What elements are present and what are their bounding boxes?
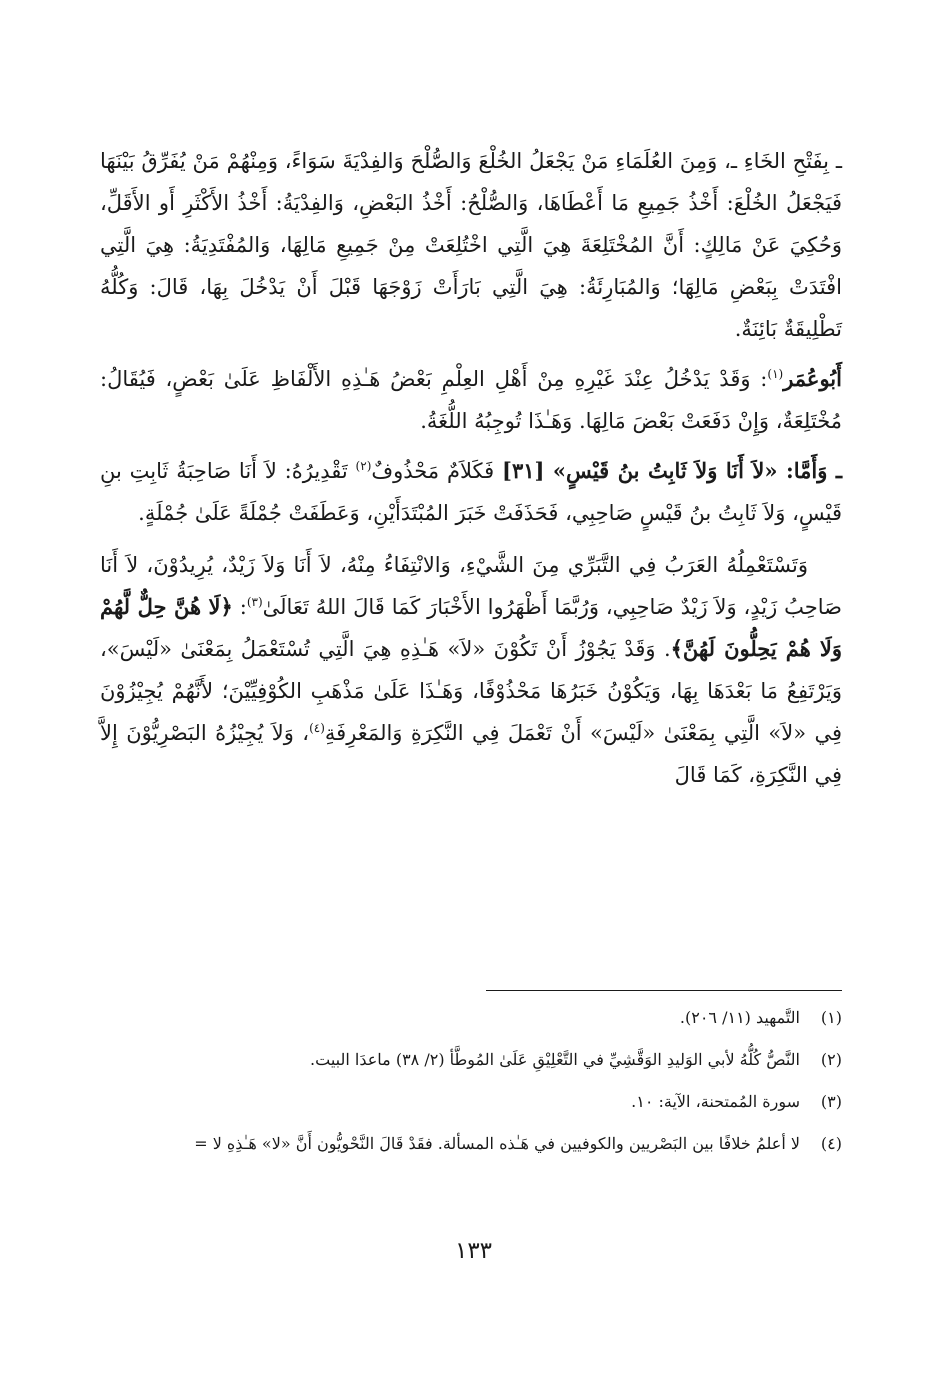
paragraph-4 — [100, 544, 842, 796]
paragraph-1-text: ـ بِفَتْحِ الخَاءِ ـ، وَمِنَ العُلَمَاءِ مَنْ يَجْعَلُ الخُلْعَ وَالصُّلْحَ وَالفِدْيَةَ سَوَاءً، وَمِنْهُمْ مَنْ يُفَرِّقُ بَيْنَهَا فَيَجْعَلُ الخُلْعَ: أَخْذُ جَمِيعِ مَا أَعْطَاهَا، وَالصُّلْحُ: أَخْذُ البَعْضِ، وَالفِدْيَةُ: أَخْذُ الأَكْثَرِ أَو الأَقَلِّ، وَحُكِيَ عَنْ مَالِكٍ: أَنَّ المُخْتَلِعَةَ هِيَ الَّتِي اخْتُلِعَتْ مِنْ جَمِيعِ مَالِهَا، وَالمُفْتَدِيَةُ: هِيَ الَّتِي افْتَدَتْ بِبَعْضِ مَالِهَا؛ وَالمُبَارِئَةُ: هِيَ الَّتِي بَارَأَتْ زَوْجَهَا قَبْلَ أَنْ يَدْخُلَ بِهَا، قَالَ: وَكُلُّهُ تَطْلِيقَةٌ بَائِنَةٌ. — [100, 149, 842, 341]
footnotes — [100, 1008, 842, 1176]
footnote-item — [100, 1008, 842, 1042]
paragraph-4-text-b: : — [232, 595, 247, 619]
paragraph-4-text-d: ، وَلاَ يُجِيْزُهُ البَصْرِيُّوْنَ إِلاَّ فِي النَّكِرَةِ، كَمَا قَالَ — [100, 721, 842, 787]
quran-verse: ﴿لَا هُنَّ حِلٌّ لَّهُمْ وَلَا هُمْ يَحِلُّونَ لَهُنَّ﴾ — [100, 594, 842, 661]
footnote-ref-3[interactable]: (٣) — [246, 595, 263, 609]
paragraph-3-text-b: تَقْدِيرُهُ: لاَ أَنَا صَاحِبَةُ ثَابِتِ بنِ قَيْسٍ، وَلاَ ثَابِتُ بنُ قَيْسٍ صَاحِبِي، فَحَذَفَتْ خَبَرَ المُبْتَدَأَيْنِ، وَعَطَفَتْ جُمْلَةً عَلَىٰ جُمْلَةٍ. — [100, 459, 842, 525]
paragraph-2-lead: أَبُوعُمَر — [783, 366, 842, 391]
paragraph-3 — [100, 450, 842, 534]
paragraph-3-lead: ـ وَأَمَّا: «لاَ أَنَا وَلاَ ثَابِتُ بنُ قَيْسٍ» [٣١] — [502, 458, 843, 483]
footnote-number: (٤) — [820, 1134, 842, 1153]
footnote-text: سورة المُمتحنة، الآية: ١٠. — [631, 1092, 800, 1111]
paragraph-2 — [100, 358, 842, 442]
footnote-separator — [486, 990, 842, 991]
footnote-number: (٣) — [820, 1092, 842, 1111]
footnote-ref-4[interactable]: (٤) — [309, 721, 325, 735]
paragraph-1 — [100, 140, 842, 350]
paragraph-4-text-c: . وَقَدْ يَجُوْزُ أَنْ تَكُوْنَ «لاَ» هَـٰذِهِ هِيَ الَّتِي تُسْتَعْمَلُ بِمَعْنَىٰ «لَيْسَ»، وَيَرْتَفِعُ مَا بَعْدَهَا بِهَا، وَيَكُوْنُ خَبَرُهَا مَحْذُوْفًا، وَهَـٰذَا عَلَىٰ مَذْهَبِ الكُوْفِيِّيْنَ؛ لأَنَّهُمْ يُجِيْزُوْنَ فِي «لاَ» الَّتِي بِمَعْنَىٰ «لَيْسَ» أَنْ تَعْمَلَ فِي النَّكِرَةِ وَالمَعْرِفَةِ — [100, 637, 843, 745]
footnote-text: النَّصُّ كُلُّهُ لأبي الوَليدِ الوَقَّشِيِّ في التَّعْلِيْقِ عَلَىٰ المُوطَّأ (٢/ ٣٨) ماعدَا البيت. — [310, 1050, 800, 1069]
paragraph-2-text: : وَقَدْ يَدْخُلُ عِنْدَ غَيْرِهِ مِنْ أَهْلِ العِلْمِ بَعْضُ هَـٰذِهِ الأَلْفَاظِ عَلَىٰ بَعْضٍ، فَيُقَالُ: مُخْتَلِعَةٌ، وَإِنْ دَفَعَتْ بَعْضَ مَالِهَا. وَهَـٰذَا تُوجِبُهُ اللُّغَةُ. — [100, 367, 842, 433]
footnote-number: (١) — [820, 1008, 842, 1027]
page-number: ١٣٣ — [454, 1238, 493, 1264]
paragraph-4-text-a: وَتَسْتَعْمِلُهُ العَرَبُ فِي التَّبَرِّي مِنَ الشَّيْءِ، وَالانْتِفَاءُ مِنْهُ، لاَ أَنَا وَلاَ زَيْدٌ، يُرِيدُوْنَ، لاَ أَنَا صَاحِبُ زَيْدٍ، وَلاَ زَيْدٌ صَاحِبِي، وَرُبَّمَا أَظْهَرُوا الأَخْبَارَ كَمَا قَالَ اللهُ تَعَالَىٰ — [100, 553, 842, 619]
footnote-item — [100, 1092, 842, 1126]
footnote-text: التَّمهيد (١١/ ٢٠٦). — [679, 1008, 800, 1027]
footnote-ref-1[interactable]: (١) — [767, 367, 784, 381]
footnote-item — [100, 1050, 842, 1084]
footnote-text: لا أعلمُ خلافًا بين البَصْريين والكوفيين في هَـٰذه المسألة. فقَدْ قَالَ النَّحْويُّون أَنَّ «لا» هَـٰذِهِ لا = — [194, 1134, 800, 1153]
footnote-number: (٢) — [820, 1050, 842, 1069]
footnote-ref-2[interactable]: (٢) — [355, 459, 372, 473]
main-text — [100, 140, 842, 804]
paragraph-3-text-a: فَكَلاَمٌ مَحْذُوفٌ — [371, 459, 502, 483]
footnote-item — [100, 1134, 842, 1168]
